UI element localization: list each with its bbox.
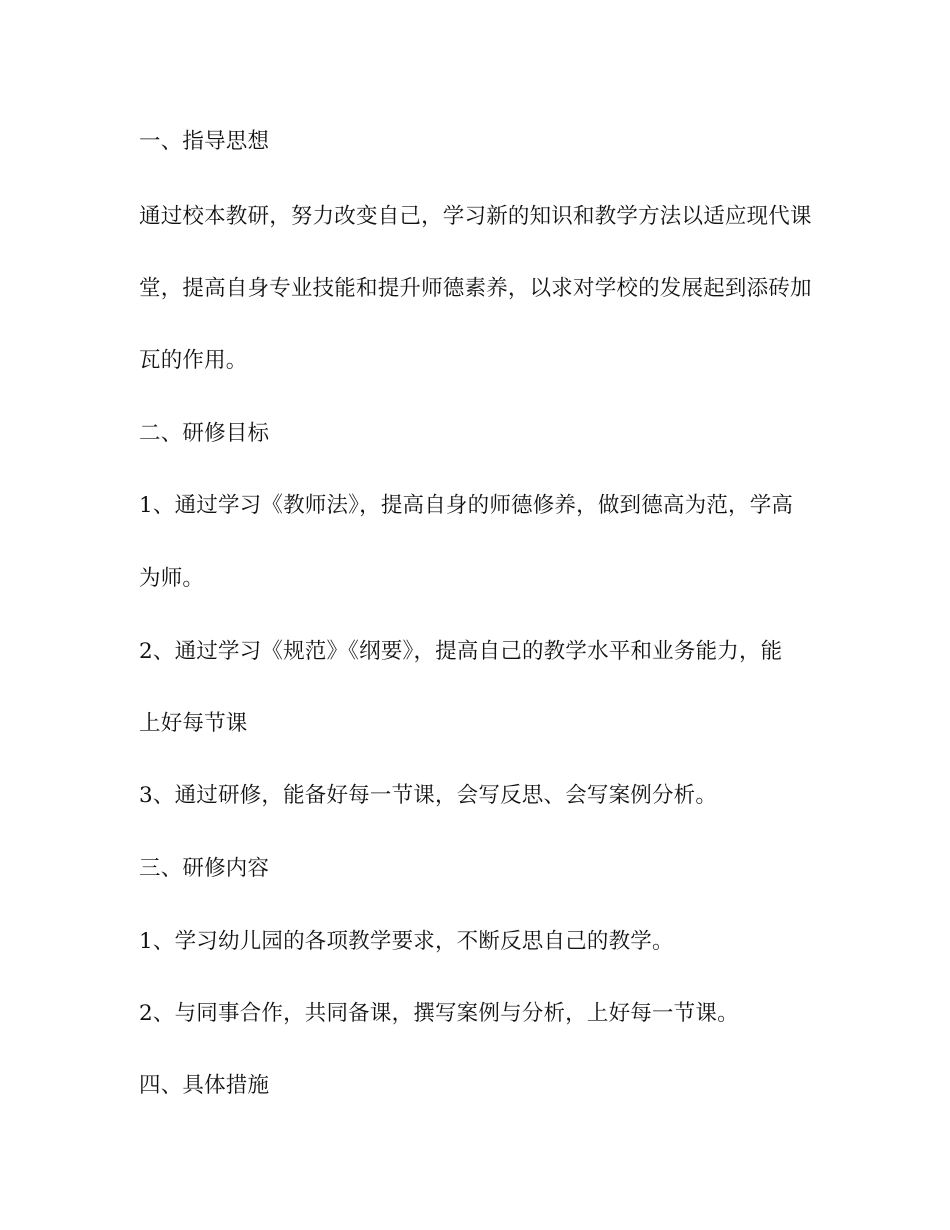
paragraph-line: 堂，提高自身专业技能和提升师德素养，以求对学校的发展起到添砖加 (139, 276, 812, 301)
heading-specific-measures: 四、具体措施 (139, 1073, 270, 1098)
heading-guiding-ideology: 一、指导思想 (139, 129, 270, 154)
paragraph-line: 通过校本教研，努力改变自己，学习新的知识和教学方法以适应现代课 (139, 204, 812, 229)
list-item-line: 1、学习幼儿园的各项教学要求，不断反思自己的教学。 (139, 929, 674, 954)
list-item-line: 1、通过学习《教师法》，提高自身的师德修养，做到德高为范，学高 (139, 493, 794, 518)
list-item-line: 上好每节课 (139, 711, 248, 736)
list-item-line: 为师。 (139, 566, 205, 591)
list-item-line: 2、与同事合作，共同备课，撰写案例与分析，上好每一节课。 (139, 1001, 739, 1026)
list-item-line: 2、通过学习《规范》《纲要》，提高自己的教学水平和业务能力，能 (139, 639, 783, 664)
heading-research-content: 三、研修内容 (139, 856, 270, 881)
paragraph-line: 瓦的作用。 (139, 348, 248, 373)
list-item-line: 3、通过研修，能备好每一节课，会写反思、会写案例分析。 (139, 783, 718, 808)
heading-research-goals: 二、研修目标 (139, 421, 270, 446)
